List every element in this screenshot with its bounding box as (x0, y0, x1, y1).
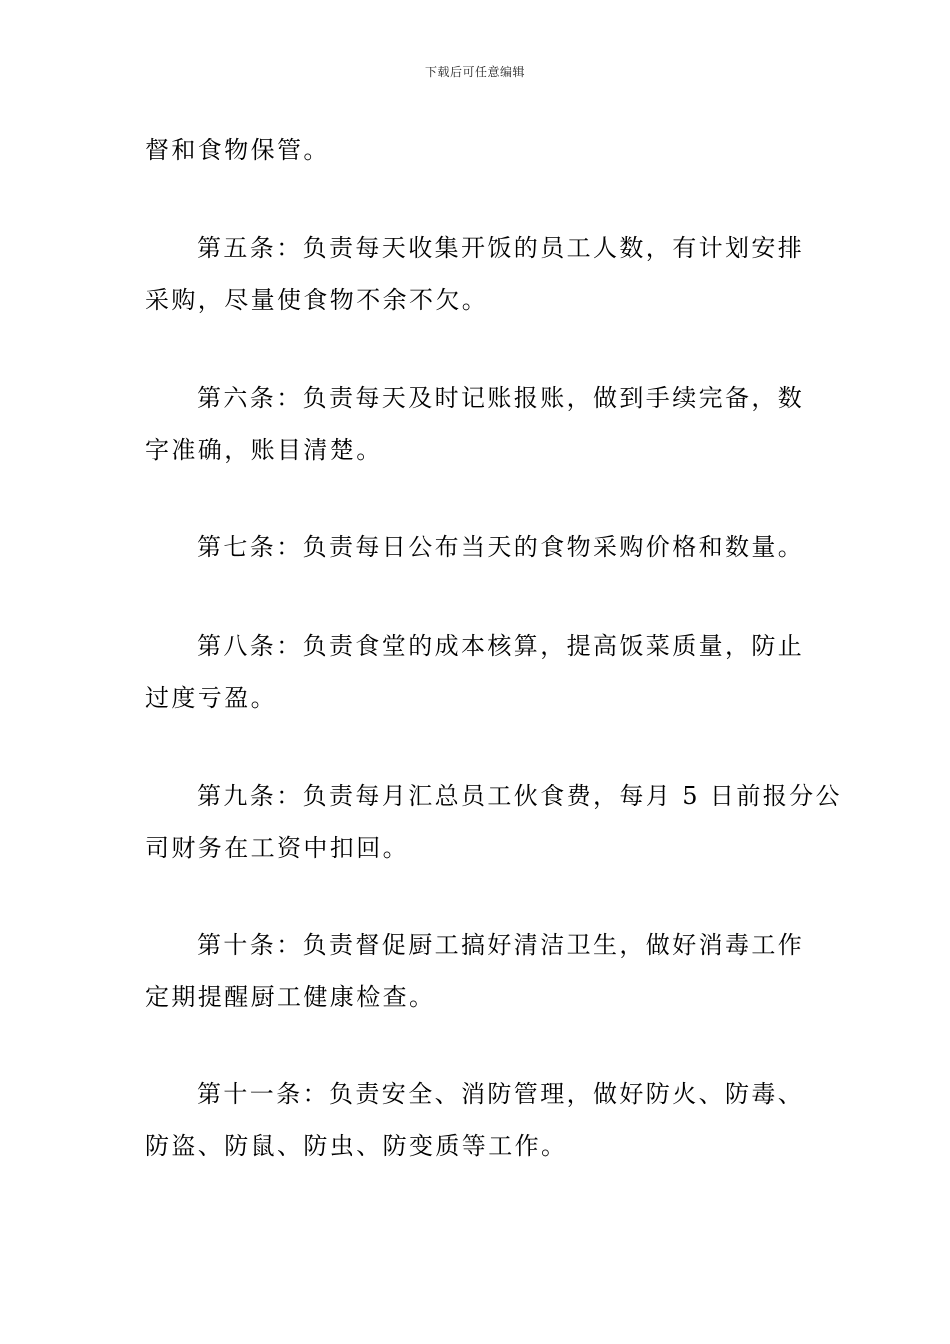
paragraph-line: 过度亏盈。 (145, 684, 277, 712)
paragraph-line: 采购，尽量使食物不余不欠。 (145, 286, 489, 314)
article-8 (145, 620, 810, 724)
paragraph-line: 第五条：负责每天收集开饭的员工人数，有计划安排 (197, 234, 805, 262)
article-10 (145, 919, 810, 1023)
paragraph-line: 督和食物保管。 (145, 136, 330, 164)
paragraph-line: 防盗、防鼠、防虫、防变质等工作。 (145, 1132, 568, 1160)
page-header-note: 下载后可任意编辑 (424, 65, 525, 79)
paragraph-line: 第九条：负责每月汇总员工伙食费，每月 5 日前报分公 (197, 782, 842, 810)
paragraph-line: 司财务在工资中扣回。 (145, 834, 409, 862)
paragraph-line: 字准确，账目清楚。 (145, 436, 383, 464)
paragraph-line: 第十条：负责督促厨工搞好清洁卫生，做好消毒工作 (197, 931, 805, 959)
paragraph-line: 第十一条：负责安全、消防管理，做好防火、防毒、 (197, 1080, 805, 1108)
article-6 (145, 372, 810, 476)
paragraph-line: 第六条：负责每天及时记账报账，做到手续完备，数 (197, 384, 805, 412)
paragraph-line: 定期提醒厨工健康检查。 (145, 983, 436, 1011)
article-7 (145, 521, 810, 573)
article-5 (145, 222, 810, 326)
paragraph-continuation (145, 124, 810, 176)
paragraph-line: 第七条：负责每日公布当天的食物采购价格和数量。 (197, 533, 805, 561)
article-11 (145, 1068, 810, 1172)
article-9 (145, 770, 842, 874)
paragraph-line: 第八条：负责食堂的成本核算，提高饭菜质量，防止 (197, 632, 805, 660)
